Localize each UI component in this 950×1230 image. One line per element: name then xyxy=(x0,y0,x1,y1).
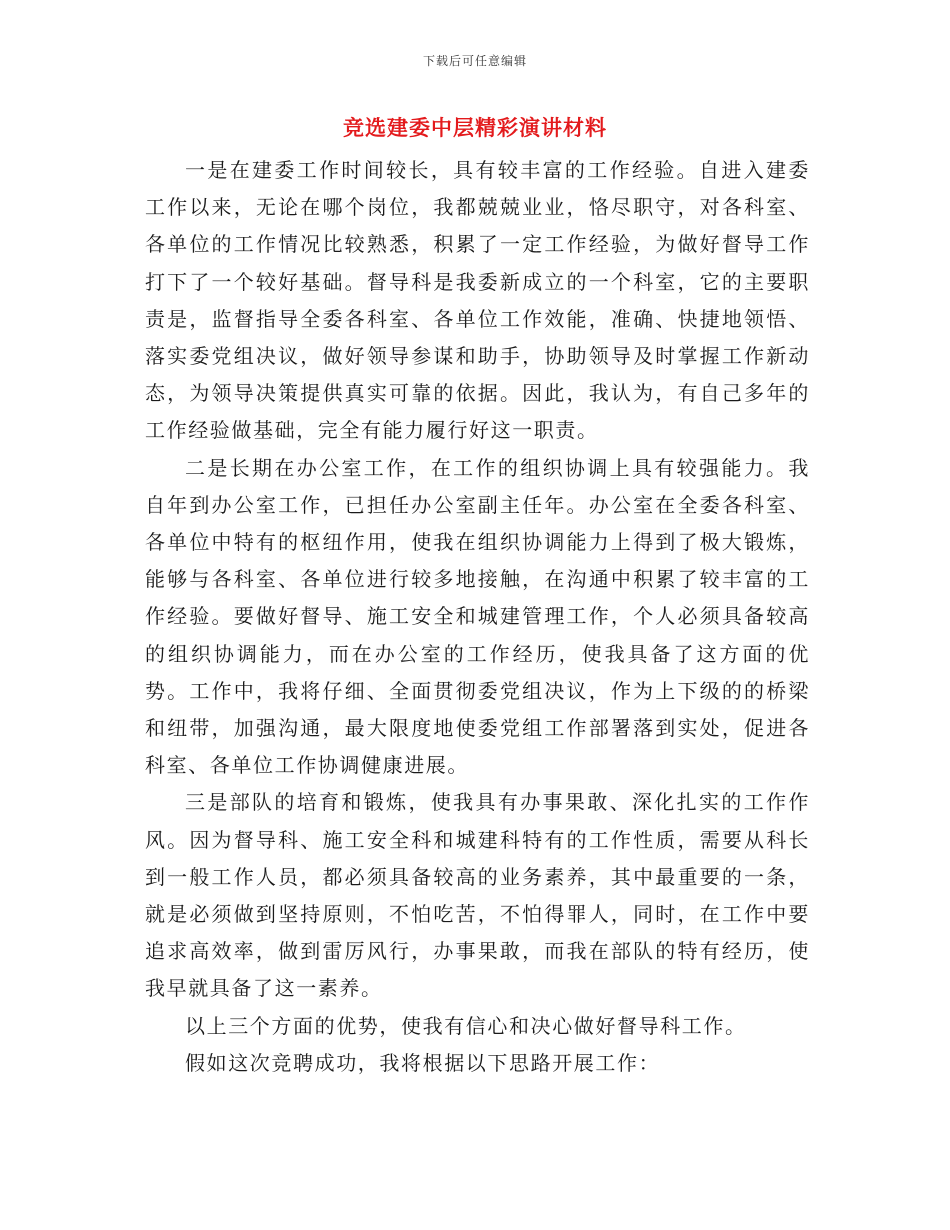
document-body xyxy=(145,152,810,1082)
paragraph-4: 以上三个方面的优势，使我有信心和决心做好督导科工作。 xyxy=(185,1013,747,1038)
page-header-note: 下载后可任意编辑 xyxy=(422,54,527,68)
document-title: 竞选建委中层精彩演讲材料 xyxy=(343,116,607,140)
paragraph-1: 一是在建委工作时间较长，具有较丰富的工作经验。自进入建委工作以来，无论在哪个岗位，我都兢兢业业，恪尽职守，对各科室、各单位的工作情况比较熟悉，积累了一定工作经验，为做好督导工作打下了一个较好基础。督导科是我委新成立的一个科室，它的主要职责是，监督指导全委各科室、各单位工作效能，准确、快捷地领悟、落实委党组决议，做好领导参谋和助手，协助领导及时掌握工作新动态，为领导决策提供真实可靠的依据。因此，我认为，有自己多年的工作经验做基础，完全有能力履行好这一职责。 xyxy=(145,158,810,443)
paragraph-2: 二是长期在办公室工作，在工作的组织协调上具有较强能力。我自年到办公室工作，已担任办公室副主任年。办公室在全委各科室、各单位中特有的枢纽作用，使我在组织协调能力上得到了极大锻炼，能够与各科室、各单位进行较多地接触，在沟通中积累了较丰富的工作经验。要做好督导、施工安全和城建管理工作，个人必须具备较高的组织协调能力，而在办公室的工作经历，使我具备了这方面的优势。工作中，我将仔细、全面贯彻委党组决议，作为上下级的的桥梁和纽带，加强沟通，最大限度地使委党组工作部署落到实处，促进各科室、各单位工作协调健康进展。 xyxy=(145,455,810,778)
paragraph-3: 三是部队的培育和锻炼，使我具有办事果敢、深化扎实的工作作风。因为督导科、施工安全科和城建科特有的工作性质，需要从科长到一般工作人员，都必须具备较高的业务素养，其中最重要的一条，就是必须做到坚持原则，不怕吃苦，不怕得罪人，同时，在工作中要追求高效率，做到雷厉风行，办事果敢，而我在部队的特有经历，使我早就具备了这一素养。 xyxy=(145,790,810,1001)
paragraph-5: 假如这次竞聘成功，我将根据以下思路开展工作： xyxy=(185,1050,661,1075)
